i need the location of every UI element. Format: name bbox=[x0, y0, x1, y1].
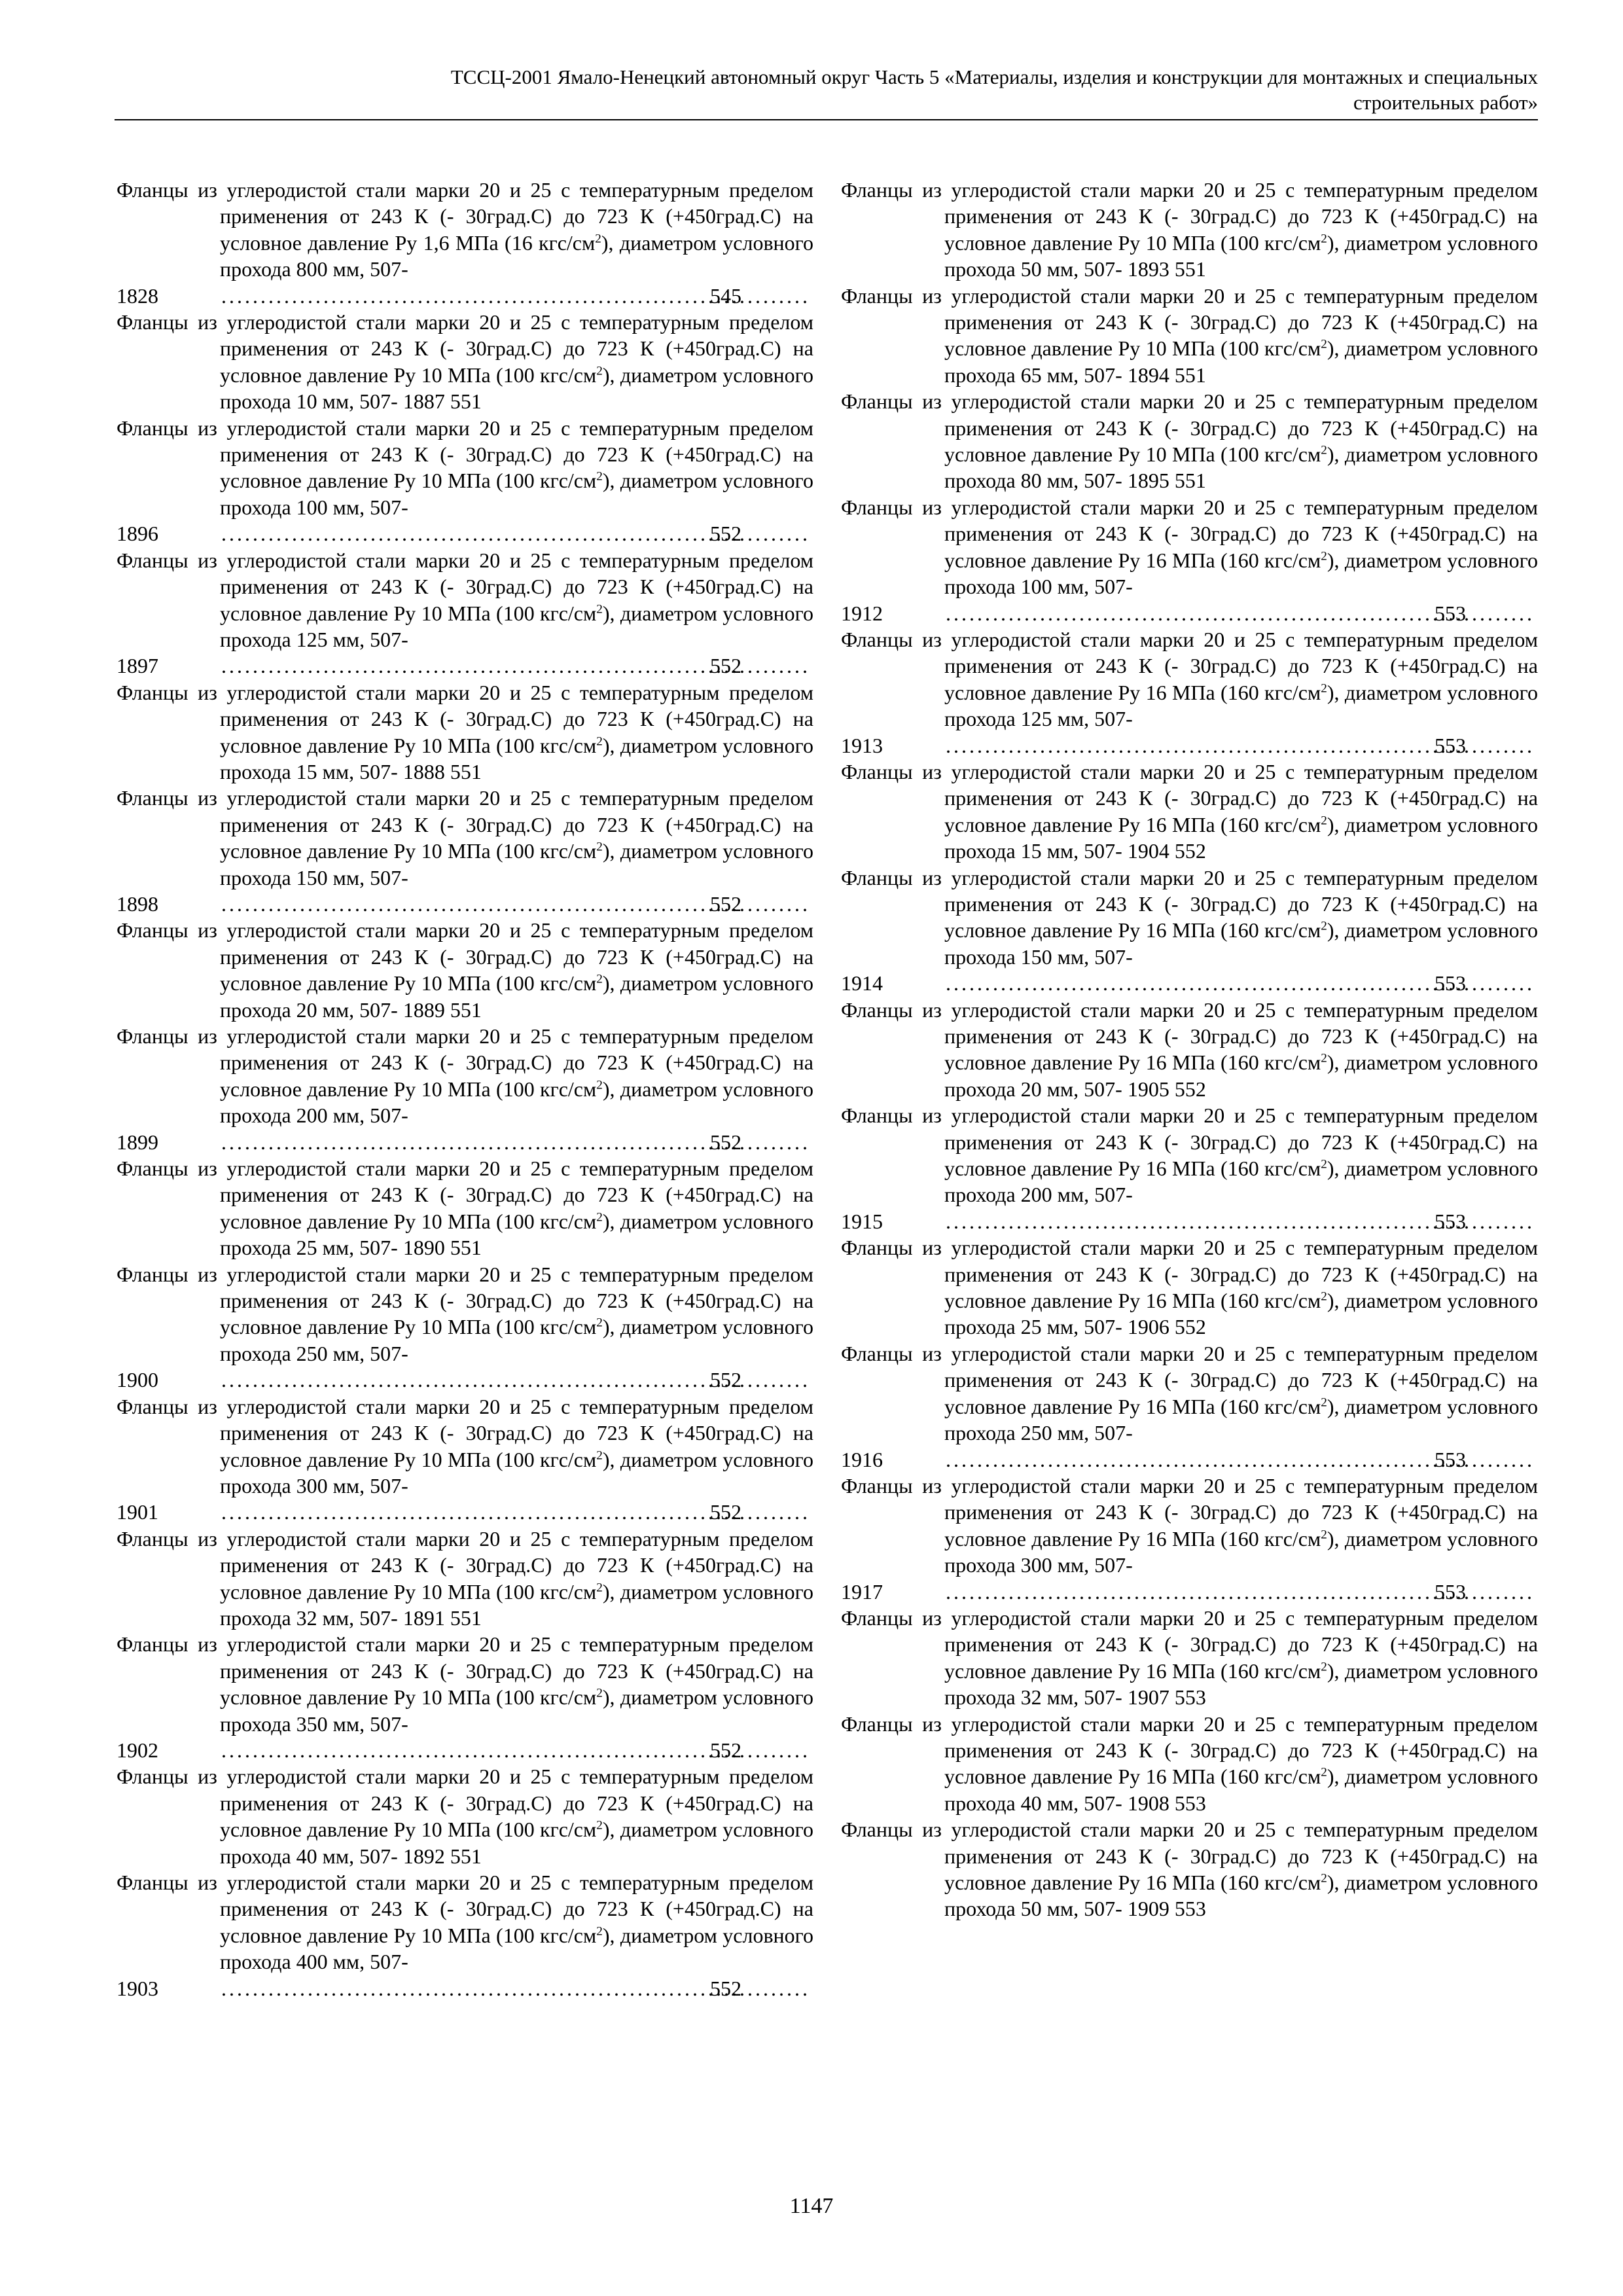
index-entry bbox=[116, 785, 813, 917]
entry-text-tail: ), диаметром условного прохода 250 мм, 507- bbox=[220, 1315, 814, 1365]
entry-leader-row: 1896 ..... 552 bbox=[220, 520, 813, 547]
entry-superscript: 2 bbox=[1321, 1157, 1327, 1172]
entry-leader-row: 1914 ..... 553 bbox=[944, 970, 1538, 996]
entry-superscript: 2 bbox=[1321, 814, 1327, 828]
entry-page-number: 551 bbox=[450, 1236, 482, 1260]
entry-text-tail: ), диаметром условного прохода 80 мм, 507- 1895 bbox=[944, 442, 1539, 493]
index-entry bbox=[841, 283, 1538, 389]
index-entry bbox=[116, 415, 813, 547]
entry-text: Фланцы из углеродистой стали марки 20 и 25 с температурным пределом применения от 243 К (- 30град.С) до 723 К (+450град.С) на условное давление Ру 10 МПа (100 кгс/см bbox=[116, 310, 813, 387]
entry-leader-row: 1898 ..... 552 bbox=[220, 891, 813, 917]
entry-text-tail: ), диаметром условного прохода 200 мм, 507- bbox=[944, 1157, 1539, 1207]
entry-superscript: 2 bbox=[596, 601, 603, 616]
entry-text-tail: ), диаметром условного прохода 15 мм, 507- 1904 bbox=[944, 812, 1539, 863]
entry-superscript: 2 bbox=[596, 1686, 603, 1700]
entry-page-number: 551 bbox=[450, 1605, 482, 1630]
entry-superscript: 2 bbox=[596, 840, 603, 854]
entry-leader-row: 1913 ..... 553 bbox=[944, 732, 1538, 759]
entry-leader-row: 1897 ..... 552 bbox=[220, 653, 813, 679]
index-entry bbox=[116, 917, 813, 1023]
index-entry bbox=[841, 1473, 1538, 1605]
entry-page-number: 552 bbox=[1174, 1077, 1206, 1101]
entry-text-tail: ), диаметром условного прохода 10 мм, 507- 1887 bbox=[220, 363, 814, 414]
entry-text: Фланцы из углеродистой стали марки 20 и 25 с температурным пределом применения от 243 К (- 30град.С) до 723 К (+450град.С) на условное давление Ру 10 МПа (100 кгс/см bbox=[116, 680, 813, 757]
entry-superscript: 2 bbox=[596, 364, 603, 378]
index-entry bbox=[841, 997, 1538, 1103]
entry-page-number: 553 bbox=[1174, 1685, 1206, 1710]
entry-text: Фланцы из углеродистой стали марки 20 и 25 с температурным пределом применения от 243 К (- 30град.С) до 723 К (+450град.С) на условное давление Ру 16 МПа (160 кгс/см bbox=[841, 865, 1538, 942]
entry-leader-row: 1903 ..... 552 bbox=[220, 1975, 813, 2001]
index-entry bbox=[116, 177, 813, 309]
entry-superscript: 2 bbox=[596, 734, 603, 749]
page-header bbox=[115, 64, 1538, 115]
entry-text-tail: ), диаметром условного прохода 25 мм, 507- 1906 bbox=[944, 1289, 1539, 1339]
entry-text-tail: ), диаметром условного прохода 800 мм, 507- bbox=[220, 230, 814, 281]
entry-text: Фланцы из углеродистой стали марки 20 и 25 с температурным пределом применения от 243 К (- 30град.С) до 723 К (+450град.С) на условное давление Ру 10 МПа (100 кгс/см bbox=[116, 1871, 813, 1947]
entry-leader-row: 1912 ..... 553 bbox=[944, 600, 1538, 626]
entry-text: Фланцы из углеродистой стали марки 20 и 25 с температурным пределом применения от 243 К (- 30град.С) до 723 К (+450град.С) на условное давление Ру 16 МПа (160 кгс/см bbox=[841, 1712, 1538, 1789]
entry-text-tail: ), диаметром условного прохода 250 мм, 507- bbox=[944, 1394, 1539, 1445]
entry-text: Фланцы из углеродистой стали марки 20 и 25 с температурным пределом применения от 243 К (- 30град.С) до 723 К (+450град.С) на условное давление Ру 16 МПа (160 кгс/см bbox=[841, 1103, 1538, 1181]
entry-text-tail: ), диаметром условного прохода 100 мм, 507- bbox=[220, 469, 814, 519]
entry-superscript: 2 bbox=[1321, 1660, 1327, 1674]
entry-superscript: 2 bbox=[596, 469, 603, 484]
index-column-left bbox=[116, 177, 813, 2001]
entry-page-number: 553 bbox=[1174, 1791, 1206, 1815]
entry-superscript: 2 bbox=[1321, 681, 1327, 696]
entry-text: Фланцы из углеродистой стали марки 20 и 25 с температурным пределом применения от 243 К (- 30град.С) до 723 К (+450град.С) на условное давление Ру 16 МПа (160 кгс/см bbox=[841, 1236, 1538, 1313]
entry-superscript: 2 bbox=[596, 1210, 603, 1225]
entry-text: Фланцы из углеродистой стали марки 20 и 25 с температурным пределом применения от 243 К (- 30град.С) до 723 К (+450град.С) на условное давление Ру 10 МПа (100 кгс/см bbox=[116, 1632, 813, 1710]
entry-leader-row: 1899 ..... 552 bbox=[220, 1129, 813, 1155]
entry-text: Фланцы из углеродистой стали марки 20 и 25 с температурным пределом применения от 243 К (- 30град.С) до 723 К (+450град.С) на условное давление Ру 10 МПа (100 кгс/см bbox=[116, 1262, 813, 1339]
entry-page-number: 551 bbox=[1174, 363, 1206, 387]
index-entry bbox=[841, 1234, 1538, 1340]
index-entry bbox=[841, 177, 1538, 283]
index-entry bbox=[116, 1023, 813, 1155]
entry-text: Фланцы из углеродистой стали марки 20 и 25 с температурным пределом применения от 243 К (- 30град.С) до 723 К (+450град.С) на условное давление Ру 16 МПа (160 кгс/см bbox=[841, 1818, 1538, 1894]
entry-text: Фланцы из углеродистой стали марки 20 и 25 с температурным пределом применения от 243 К (- 30град.С) до 723 К (+450град.С) на условное давление Ру 16 МПа (160 кгс/см bbox=[841, 1473, 1538, 1551]
entry-leader-row: 1902 ..... 552 bbox=[220, 1737, 813, 1763]
index-entry bbox=[116, 547, 813, 679]
entry-leader-row: 1901 ..... 552 bbox=[220, 1499, 813, 1525]
entry-text: Фланцы из углеродистой стали марки 20 и 25 с температурным пределом применения от 243 К (- 30град.С) до 723 К (+450град.С) на условное давление Ру 16 МПа (160 кгс/см bbox=[841, 997, 1538, 1075]
entry-text: Фланцы из углеродистой стали марки 20 и 25 с температурным пределом применения от 243 К (- 30град.С) до 723 К (+450град.С) на условное давление Ру 10 МПа (100 кгс/см bbox=[116, 548, 813, 625]
entry-text: Фланцы из углеродистой стали марки 20 и 25 с температурным пределом применения от 243 К (- 30град.С) до 723 К (+450град.С) на условное давление Ру 10 МПа (100 кгс/см bbox=[841, 283, 1538, 361]
entry-text: Фланцы из углеродистой стали марки 20 и 25 с температурным пределом применения от 243 К (- 30град.С) до 723 К (+450град.С) на условное давление Ру 16 МПа (160 кгс/см bbox=[841, 627, 1538, 704]
entry-superscript: 2 bbox=[1321, 337, 1327, 351]
entry-text-tail: ), диаметром условного прохода 400 мм, 507- bbox=[220, 1923, 814, 1974]
index-entry bbox=[116, 309, 813, 415]
entry-superscript: 2 bbox=[596, 1581, 603, 1595]
index-entry bbox=[841, 1816, 1538, 1922]
entry-superscript: 2 bbox=[1321, 443, 1327, 457]
entry-text: Фланцы из углеродистой стали марки 20 и 25 с температурным пределом применения от 243 К (- 30град.С) до 723 К (+450град.С) на условное давление Ру 10 МПа (100 кгс/см bbox=[841, 389, 1538, 467]
entry-leader-row: 1916 ..... 553 bbox=[944, 1446, 1538, 1473]
index-entry bbox=[841, 1340, 1538, 1473]
entry-superscript: 2 bbox=[596, 1078, 603, 1092]
entry-superscript: 2 bbox=[1321, 1528, 1327, 1542]
header-line-2: строительных работ» bbox=[1353, 91, 1538, 114]
entry-text: Фланцы из углеродистой стали марки 20 и 25 с температурным пределом применения от 243 К (- 30град.С) до 723 К (+450град.С) на условное давление Ру 16 МПа (160 кгс/см bbox=[841, 1605, 1538, 1683]
entry-text: Фланцы из углеродистой стали марки 20 и 25 с температурным пределом применения от 243 К (- 30град.С) до 723 К (+450град.С) на условное давление Ру 10 МПа (100 кгс/см bbox=[841, 178, 1538, 255]
entry-text-tail: ), диаметром условного прохода 125 мм, 507- bbox=[944, 680, 1539, 731]
entry-text-tail: ), диаметром условного прохода 15 мм, 507- 1888 bbox=[220, 733, 814, 783]
entry-page-number: 551 bbox=[450, 759, 482, 783]
entry-superscript: 2 bbox=[596, 972, 603, 986]
entry-page-number: 552 bbox=[1174, 1315, 1206, 1339]
entry-text: Фланцы из углеродистой стали марки 20 и 25 с температурным пределом применения от 243 К (- 30град.С) до 723 К (+450град.С) на условное давление Ру 10 МПа (100 кгс/см bbox=[116, 1765, 813, 1842]
entry-text-tail: ), диаметром условного прохода 150 мм, 507- bbox=[944, 918, 1539, 969]
entry-superscript: 2 bbox=[1321, 232, 1327, 246]
entry-text-tail: ), диаметром условного прохода 25 мм, 507- 1890 bbox=[220, 1209, 814, 1260]
index-entry bbox=[841, 1605, 1538, 1711]
entry-text-tail: ), диаметром условного прохода 65 мм, 507- 1894 bbox=[944, 336, 1539, 387]
entry-page-number: 551 bbox=[1174, 469, 1206, 493]
entry-text: Фланцы из углеродистой стали марки 20 и 25 с температурным пределом применения от 243 К (- 30град.С) до 723 К (+450град.С) на условное давление Ру 10 МПа (100 кгс/см bbox=[116, 1024, 813, 1101]
entry-text: Фланцы из углеродистой стали марки 20 и 25 с температурным пределом применения от 243 К (- 30град.С) до 723 К (+450град.С) на условное давление Ру 10 МПа (100 кгс/см bbox=[116, 1526, 813, 1604]
entry-text: Фланцы из углеродистой стали марки 20 и 25 с температурным пределом применения от 243 К (- 30град.С) до 723 К (+450град.С) на условное давление Ру 16 МПа (160 кгс/см bbox=[841, 495, 1538, 572]
entry-text-tail: ), диаметром условного прохода 32 мм, 507- 1891 bbox=[220, 1579, 814, 1630]
entry-text-tail: ), диаметром условного прохода 300 мм, 507- bbox=[220, 1447, 814, 1498]
entry-superscript: 2 bbox=[1321, 1395, 1327, 1410]
entry-leader-row: 1900 ..... 552 bbox=[220, 1367, 813, 1393]
entry-superscript: 2 bbox=[1321, 1051, 1327, 1066]
entry-superscript: 2 bbox=[596, 1818, 603, 1833]
entry-superscript: 2 bbox=[1321, 1871, 1327, 1886]
entry-text-tail: ), диаметром условного прохода 125 мм, 507- bbox=[220, 601, 814, 651]
entry-text-tail: ), диаметром условного прохода 300 мм, 507- bbox=[944, 1526, 1539, 1577]
index-entry bbox=[116, 1763, 813, 1869]
entry-text: Фланцы из углеродистой стали марки 20 и 25 с температурным пределом применения от 243 К (- 30град.С) до 723 К (+450град.С) на условное давление Ру 16 МПа (160 кгс/см bbox=[841, 759, 1538, 836]
entry-text: Фланцы из углеродистой стали марки 20 и 25 с температурным пределом применения от 243 К (- 30град.С) до 723 К (+450град.С) на условное давление Ру 10 МПа (100 кгс/см bbox=[116, 1157, 813, 1233]
index-entry bbox=[116, 1631, 813, 1763]
entry-page-number: 551 bbox=[1174, 257, 1206, 281]
entry-text-tail: ), диаметром условного прохода 40 мм, 507- 1908 bbox=[944, 1765, 1539, 1815]
entry-text: Фланцы из углеродистой стали марки 20 и 25 с температурным пределом применения от 243 К (- 30град.С) до 723 К (+450град.С) на условное давление Ру 10 МПа (100 кгс/см bbox=[116, 1394, 813, 1471]
entry-text-tail: ), диаметром условного прохода 40 мм, 507- 1892 bbox=[220, 1818, 814, 1868]
index-entry bbox=[841, 494, 1538, 626]
index-entry bbox=[116, 1526, 813, 1632]
entry-superscript: 2 bbox=[596, 1924, 603, 1939]
index-entry bbox=[116, 1261, 813, 1393]
entry-leader-row: 1915 ..... 553 bbox=[944, 1208, 1538, 1234]
entry-text-tail: ), диаметром условного прохода 20 мм, 507- 1905 bbox=[944, 1050, 1539, 1101]
index-entry bbox=[116, 1869, 813, 2001]
entry-superscript: 2 bbox=[1321, 549, 1327, 564]
entry-text-tail: ), диаметром условного прохода 150 мм, 507- bbox=[220, 839, 814, 889]
entry-text-tail: ), диаметром условного прохода 20 мм, 507- 1889 bbox=[220, 971, 814, 1022]
index-entry bbox=[116, 1393, 813, 1526]
entry-text-tail: ), диаметром условного прохода 350 мм, 507- bbox=[220, 1685, 814, 1736]
entry-text: Фланцы из углеродистой стали марки 20 и 25 с температурным пределом применения от 243 К (- 30град.С) до 723 К (+450град.С) на условное давление Ру 10 МПа (100 кгс/см bbox=[116, 416, 813, 493]
page-number: 1147 bbox=[789, 2194, 834, 2218]
entry-superscript: 2 bbox=[596, 1448, 603, 1462]
header-divider bbox=[115, 119, 1538, 120]
entry-page-number: 552 bbox=[1174, 839, 1206, 863]
entry-text-tail: ), диаметром условного прохода 100 мм, 507- bbox=[944, 548, 1539, 599]
entry-text: Фланцы из углеродистой стали марки 20 и 25 с температурным пределом применения от 243 К (- 30град.С) до 723 К (+450град.С) на условное давление Ру 10 МПа (100 кгс/см bbox=[116, 786, 813, 863]
entry-page-number: 551 bbox=[450, 389, 482, 414]
header-line-1: ТССЦ-2001 Ямало-Ненецкий автономный округ Часть 5 «Материалы, изделия и конструкции для монтажных и специальных bbox=[450, 65, 1538, 88]
entry-page-number: 551 bbox=[450, 997, 482, 1022]
entry-page-number: 551 bbox=[450, 1844, 482, 1868]
index-entry bbox=[841, 388, 1538, 494]
index-entry bbox=[116, 1155, 813, 1261]
entry-page-number: 553 bbox=[1174, 1897, 1206, 1921]
entry-text-tail: ), диаметром условного прохода 200 мм, 507- bbox=[220, 1077, 814, 1128]
index-entry bbox=[116, 679, 813, 785]
entry-superscript: 2 bbox=[595, 232, 601, 246]
entry-superscript: 2 bbox=[1321, 919, 1327, 933]
entry-leader-row: 1917 ..... 553 bbox=[944, 1579, 1538, 1605]
index-entry bbox=[841, 1711, 1538, 1817]
index-entry bbox=[841, 1102, 1538, 1234]
entry-text-tail: ), диаметром условного прохода 50 мм, 507- 1909 bbox=[944, 1871, 1539, 1921]
entry-text: Фланцы из углеродистой стали марки 20 и 25 с температурным пределом применения от 243 К (- 30град.С) до 723 К (+450град.С) на условное давление Ру 16 МПа (160 кгс/см bbox=[841, 1341, 1538, 1418]
entry-superscript: 2 bbox=[1321, 1765, 1327, 1780]
entry-text: Фланцы из углеродистой стали марки 20 и 25 с температурным пределом применения от 243 К (- 30град.С) до 723 К (+450град.С) на условное давление Ру 10 МПа (100 кгс/см bbox=[116, 918, 813, 996]
entry-superscript: 2 bbox=[1321, 1289, 1327, 1304]
entry-text-tail: ), диаметром условного прохода 32 мм, 507- 1907 bbox=[944, 1659, 1539, 1710]
index-entry bbox=[841, 626, 1538, 759]
index-entry bbox=[841, 759, 1538, 865]
entry-text: Фланцы из углеродистой стали марки 20 и 25 с температурным пределом применения от 243 К (- 30град.С) до 723 К (+450град.С) на условное давление Ру 1,6 МПа (16 кгс/см bbox=[116, 178, 813, 255]
entry-text-tail: ), диаметром условного прохода 50 мм, 507- 1893 bbox=[944, 230, 1539, 281]
index-column-right bbox=[841, 177, 1538, 1922]
entry-leader-row: 1828 ..... 545 bbox=[220, 283, 813, 309]
entry-superscript: 2 bbox=[596, 1316, 603, 1330]
index-entry bbox=[841, 865, 1538, 997]
